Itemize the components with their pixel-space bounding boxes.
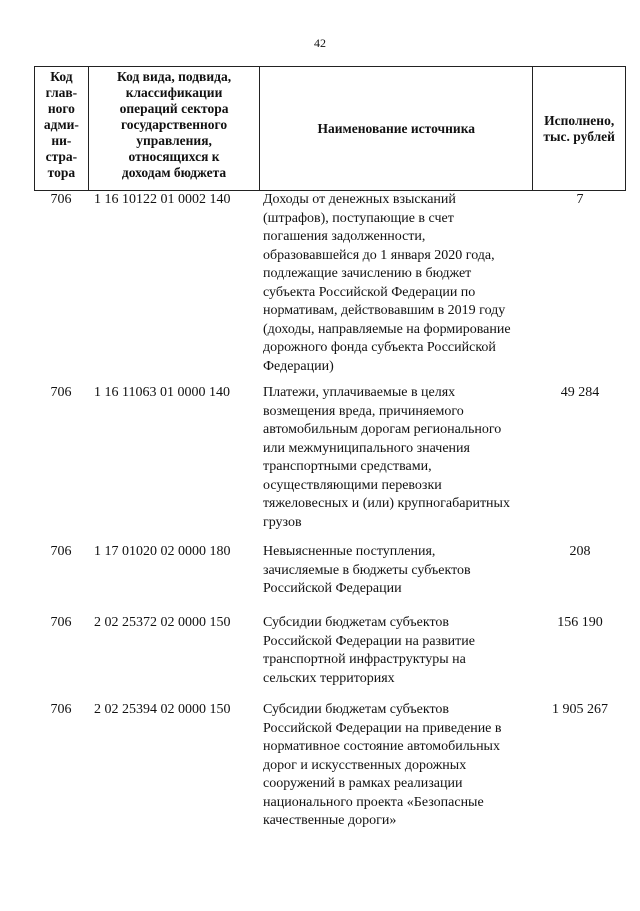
- cell-code: 1 17 01020 02 0000 180: [94, 544, 231, 559]
- header-source-name-text: Наименование источника: [317, 120, 476, 136]
- header-type-code-text: Код вида, подвида, классификации операций сектора государственного управления, относящихся к доходам бюджета: [117, 69, 232, 180]
- cell-admin: 706: [50, 385, 72, 400]
- header-source-name: [260, 67, 533, 190]
- table-header: [34, 66, 626, 191]
- header-admin-code: [35, 67, 89, 190]
- cell-code: 2 02 25394 02 0000 150: [94, 702, 231, 717]
- cell-name: Платежи, уплачиваемые в целях возмещения вреда, причиняемого автомобильным дорогам регионального или межмуниципального значения транспортными средствами, осуществляющими перевозки тяжеловесных и (или) крупногабаритных грузов: [263, 385, 510, 530]
- cell-admin: 706: [50, 544, 72, 559]
- cell-name: Субсидии бюджетам субъектов Российской Федерации на приведение в нормативное состояние автомобильных дорог и искусственных дорожных сооружений в рамках реализации национального проекта «Безопасные качественные дороги»: [263, 702, 502, 828]
- cell-admin: 706: [50, 192, 72, 207]
- cell-amount: 208: [569, 544, 591, 559]
- cell-admin: 706: [50, 702, 72, 717]
- cell-code: 1 16 11063 01 0000 140: [94, 385, 230, 400]
- cell-admin: 706: [50, 615, 72, 630]
- cell-amount: 1 905 267: [552, 702, 608, 717]
- cell-code: 2 02 25372 02 0000 150: [94, 615, 231, 630]
- page-number: 42: [314, 36, 326, 50]
- cell-amount: 49 284: [560, 385, 600, 400]
- cell-name: Доходы от денежных взысканий (штрафов), поступающие в счет погашения задолженности, образовавшейся до 1 января 2020 года, подлежащие зачислению в бюджет субъекта Российской Федерации по нормативам, действовавшим в 2019 году (доходы, направляемые на формирование дорожного фонда субъекта Российской Федерации): [263, 192, 511, 374]
- header-executed: [533, 67, 625, 190]
- header-executed-text: Исполнено, тыс. рублей: [543, 112, 615, 144]
- cell-code: 1 16 10122 01 0002 140: [94, 192, 231, 207]
- cell-name: Субсидии бюджетам субъектов Российской Федерации на развитие транспортной инфраструктуры на сельских территориях: [263, 615, 475, 686]
- header-type-code: [89, 67, 260, 190]
- cell-name: Невыясненные поступления, зачисляемые в бюджеты субъектов Российской Федерации: [263, 544, 471, 596]
- cell-amount: 7: [576, 192, 584, 207]
- header-admin-code-text: Код глав- ного адми- ни- стра- тора: [43, 69, 79, 180]
- cell-amount: 156 190: [557, 615, 603, 630]
